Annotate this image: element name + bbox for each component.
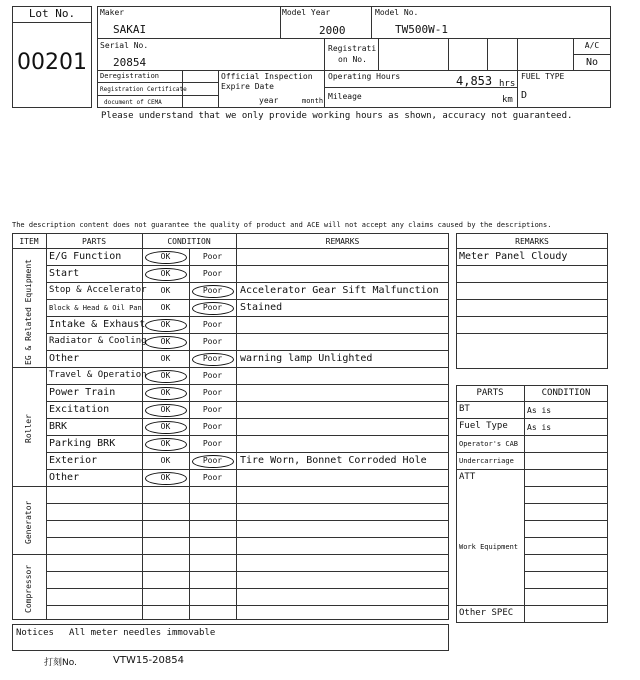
description-note: The description content does not guarantee the quality of product and ACE will not accept any claims caused by the descriptions. [12,221,552,229]
condition-ok-label: OK [160,337,171,346]
selected-ok-mark [145,438,187,451]
part-other-spec: Other SPEC [459,608,514,618]
inspection-label-2: Expire Date [221,82,274,91]
table-row-part: Parking BRK [49,438,116,449]
group-label-generator: Generator [24,500,33,544]
condition-poor-label: Poor [202,269,223,278]
table-row-part: Stop & Accelerator [49,285,147,295]
cond-bt: As is [527,406,552,415]
table-row-part: E/G Function [49,251,122,262]
part-bt: BT [459,404,470,414]
hrs-label: hrs [499,79,516,89]
table-row-part: Power Train [49,387,116,398]
condition-poor-label: Poor [202,303,223,312]
condition-ok-label: OK [160,252,171,261]
lot-label: Lot No. [28,7,76,20]
km-label: km [502,95,513,105]
reg-cert-label: Registration Certificate [100,86,187,93]
condition-ok-label: OK [160,473,171,482]
maker-label: Maker [100,8,125,17]
condition-poor-label: Poor [202,371,223,380]
stamp-label: 打刻No. [44,658,77,668]
mileage-label: Mileage [328,92,362,101]
table-row-part: Other [49,353,80,364]
maker-value: SAKAI [113,23,147,36]
part-work-equipment: Work Equipment [459,543,519,551]
condition-ok-label: OK [160,269,171,278]
selected-poor-mark [192,302,234,315]
group-label-compressor: Compressor [24,564,33,613]
op-hours-value: 4,853 [456,74,493,88]
table-row-part: Other [49,472,80,483]
selected-poor-mark [192,285,234,298]
col-condition-header: CONDITION [167,237,211,246]
selected-ok-mark [145,251,187,264]
selected-ok-mark [145,336,187,349]
notices-label: Notices [16,628,54,638]
table-row-part: Radiator & Cooling [49,336,147,346]
table-row-part: Exterior [49,455,98,466]
stamp-value: VTW15-20854 [113,655,184,666]
year-label: year [259,96,279,105]
table-row-part: Travel & Operation [49,370,147,380]
registration-label-2: on No. [338,55,367,64]
part-operators-cab: Operator's CAB [459,440,519,448]
ac-value: No [585,57,599,68]
fuel-type-label: FUEL TYPE [521,72,565,81]
condition-poor-label: Poor [202,422,223,431]
serial-label: Serial No. [100,41,149,50]
part-undercarriage: Undercarriage [459,457,514,465]
condition-poor-label: Poor [202,473,223,482]
table-row-part: BRK [49,421,68,432]
selected-ok-mark [145,387,187,400]
model-year-value: 2000 [319,24,346,37]
table-row-part: Intake & Exhaust [49,319,146,330]
table-row-remark: warning lamp Unlighted [240,353,373,364]
table-row-part: Block & Head & Oil Pan [49,304,142,312]
cema-label: document of CEMA [104,99,162,106]
table-row-remark: Stained [240,302,283,313]
dereg-label: Deregistration [100,72,160,80]
part-fuel-type: Fuel Type [459,421,508,431]
model-no-value: TW500W-1 [395,23,448,36]
table-row-remark: Tire Worn, Bonnet Corroded Hole [240,455,427,466]
col-remarks-header: REMARKS [325,237,360,246]
month-label: month [302,97,324,105]
condition-poor-label: Poor [202,439,223,448]
condition-ok-label: OK [160,456,171,465]
condition-ok-label: OK [160,388,171,397]
condition-ok-label: OK [160,354,171,363]
selected-poor-mark [192,455,234,468]
selected-ok-mark [145,319,187,332]
group-label-eg: EG & Related Equipment [24,259,33,365]
right-remark-line: Meter Panel Cloudy [459,251,568,262]
condition-ok-label: OK [160,303,171,312]
registration-label-1: Registrati [328,44,377,53]
model-year-label: Model Year [282,8,331,17]
table-row-remark: Accelerator Gear Sift Malfunction [240,285,439,296]
condition-poor-label: Poor [202,388,223,397]
selected-ok-mark [145,421,187,434]
ac-label: A/C [584,41,600,50]
condition-poor-label: Poor [202,456,223,465]
table-row-part: Excitation [49,404,110,415]
condition-ok-label: OK [160,439,171,448]
condition-poor-label: Poor [202,320,223,329]
condition-ok-label: OK [160,422,171,431]
group-label-roller: Roller [24,414,33,443]
condition-poor-label: Poor [202,286,223,295]
op-hours-label: Operating Hours [328,72,401,81]
model-no-label: Model No. [375,8,419,17]
selected-ok-mark [145,472,187,485]
table-row-part: Start [49,268,80,279]
inspection-label-1: Official Inspection [221,72,313,81]
lot-number: 00201 [17,50,87,75]
fuel-type-value: D [521,90,528,101]
selected-ok-mark [145,370,187,383]
notices-text: All meter needles immovable [69,628,216,638]
selected-poor-mark [192,353,234,366]
serial-value: 20854 [113,56,147,69]
condition-poor-label: Poor [202,337,223,346]
condition-poor-label: Poor [202,354,223,363]
condition-ok-label: OK [160,371,171,380]
right-remarks-header: REMARKS [515,237,549,246]
selected-ok-mark [145,268,187,281]
part-att: ATT [459,472,476,482]
condition-ok-label: OK [160,286,171,295]
hours-disclaimer: Please understand that we only provide working hours as shown, accuracy not guaranteed. [101,111,573,121]
selected-ok-mark [145,404,187,417]
right-parts-header: PARTS [476,388,504,398]
col-item-header: ITEM [19,237,39,246]
right-condition-header: CONDITION [541,388,591,398]
condition-poor-label: Poor [202,252,223,261]
condition-ok-label: OK [160,405,171,414]
cond-fuel-type: As is [527,423,552,432]
condition-poor-label: Poor [202,405,223,414]
condition-ok-label: OK [160,320,171,329]
col-parts-header: PARTS [81,237,107,246]
